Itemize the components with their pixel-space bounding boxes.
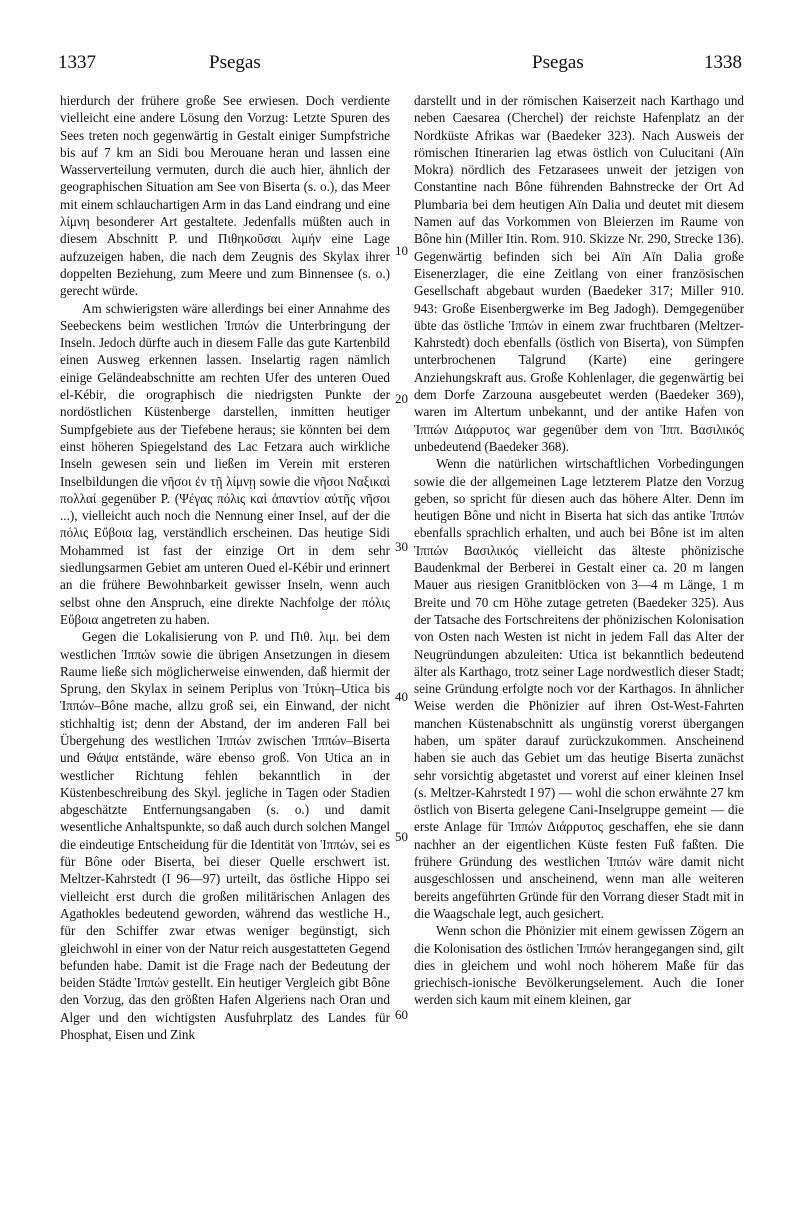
line-number-50: 50: [395, 829, 408, 844]
left-paragraph-2: Am schwierigsten wäre allerdings bei einer Annahme des Seebeckens beim westlichen Ἱππών die Unterbringung der Inseln. Jedoch dürfte auch in diesem Falle das gute Kartenbild einen Ausweg erkennen lassen. Inselartig ragen nämlich einige Geländeabschnitte am rechten Ufer des unteren Oued el-Kébir, die orographisch die niedrigsten Punkte der nordöstlichen Küstenberge darstellen, inmitten heutiger Sumpfgebiete aus der Tiefebene heraus; sie könnten bei dem einst höheren Spiegelstand des Lac Fetzara auch wirkliche Inseln gewesen sein und ließen im Verein mit ersteren Inselbildungen die νῆσοι ἐν τῇ λίμνῃ sowie die νῆσοι Ναξικαὶ πολλαί gegenüber P. (Ψέγας πόλις καὶ ἀπαντίον αὐτῆς νῆσοι ...), vielleicht auch noch die Nennung einer Insel, auf der die πόλις Εὔβοια lag, verständlich erscheinen. Das heutige Sidi Mohammed ist fast der einzige Ort in dem sehr siedlungsarmen Gebiet am unteren Oued el-Kébir und erinnert an die frühere Bewohnbarkeit gewisser Inseln, wenn auch selbst ohne den Anspruch, eine direkte Nachfolge der πόλις Εὔβοια angetreten zu haben.: [60, 300, 390, 627]
line-number-40: 40: [395, 689, 408, 704]
left-page-number: 1337: [58, 52, 96, 73]
left-running-title: Psegas: [209, 52, 261, 73]
line-number-10: 10: [395, 243, 408, 258]
page-header: [58, 52, 742, 78]
right-paragraph-3: Wenn schon die Phönizier mit einem gewissen Zögern an die Kolonisation des östlichen Ἱππών herangegangen sind, gilt dies in gleichem und wohl noch höherem Maße für das griechisch-ionische Bevölkerungselement. Auch die Ioner werden sich kaum mit einem kleinen, gar: [414, 923, 744, 1008]
right-column: [414, 92, 744, 1009]
right-page-number: 1338: [704, 52, 742, 73]
line-number-60: 60: [395, 1007, 408, 1022]
right-paragraph-1: darstellt und in der römischen Kaiserzeit nach Karthago und neben Caesarea (Cherchel) der reichste Hafenplatz an der Nordküste Afrikas war (Baedeker 323). Nach Ausweis der römischen Itinerarien lag etwas östlich von Culucitani (Aïn Mokra) nördlich des Fetzarasees unweit der jetzigen von Constantine nach Bône führenden Bahnstrecke der Ort Ad Plumbaria bei dem heutigen Aïn Dalia und deutet mit diesem Namen auf das Vorkommen von Bleierzen im Raume von Bône hin (Miller Itin. Rom. 910. Skizze Nr. 290, Strecke 136). Gegenwärtig befinden sich bei Aïn Aïn Dalia große Eisenerzlager, die eine Zeitlang von einer französischen Gesellschaft abgebaut wurden (Baedeker 317; Miller 910. 943: Große Eisenbergwerke im Beg Jadogh). Demgegenüber übte das östliche Ἱππών in einem zwar fruchtbaren (Meltzer-Kahrstedt) doch ebenfalls (östlich von Biserta), von Sümpfen unterbrochenen Talgrund (Karte) eine geringere Anziehungskraft aus. Große Kohlenlager, die gegenwärtig bei dem Dorfe Zarzouna ausgebeutet werden (Baedeker 369), waren im Altertum unbekannt, und der antike Hafen von Ἱππών Διάρρυτος war gegenüber dem von Ἱππ. Βασιλικός unbedeutend (Baedeker 368).: [414, 93, 744, 454]
left-paragraph-1: hierdurch der frühere große See erwiesen. Doch verdiente vielleicht eine andere Lösung den Vorzug: Letzte Spuren des Sees treten noch gegenwärtig in Gestalt einiger Sumpfstriche bis auf 7 km an Sidi bou Merouane heran und lassen eine Wasserverteilung vermuten, durch die auch hier, ähnlich der geographischen Situation am See von Biserta (s. o.), das Meer mit einem schlauchartigen Arm in das Land eindrang und eine λίμνη besonderer Art gestaltete. Jedenfalls müßten auch in diesem Abschnitt P. und Πιθηκοῦσαι λιμήν eine Lage aufzuzeigen haben, die nach dem Zeugnis des Skylax ihrer doppelten Beziehung, zum Meere und zum Binnensee (s. o.) gerecht würde.: [60, 93, 390, 299]
line-number-30: 30: [395, 539, 408, 554]
right-running-title: Psegas: [532, 52, 584, 73]
line-number-20: 20: [395, 391, 408, 406]
right-paragraph-2: Wenn die natürlichen wirtschaftlichen Vorbedingungen sowie die der allgemeinen Lage letzterem Platze den Vorzug geben, so spricht für diesen auch das höhere Alter. Denn im heutigen Bône und nicht in Biserta hat sich das antike Ἱππών ebenfalls sprachlich erhalten, und auch bei Bône ist im alten Ἱππών Βασιλικός vielleicht das älteste phönizische Baudenkmal der Berberei in Gestalt einer ca. 20 m langen Mauer aus riesigen Granitblöcken von 3—4 m Länge, 1 m Breite und 70 cm Höhe zutage getreten (Baedeker 325). Aus der Tatsache des Fortschreitens der phönizischen Kolonisation von Osten nach Westen ist nicht in jedem Fall das Alter der Neugründungen abzuleiten: Utica ist bekanntlich bedeutend älter als Karthago, trotz seiner Lage nordwestlich dieser Stadt; seine Gründung erfolgte noch vor der Karthagos. In ähnlicher Weise werden die Phönizier auf ihren Ost-West-Fahrten manchen Küstenabschnitt als ungünstig vorerst übergangen haben, um später darauf zurückzukommen. Anscheinend haben sie auch das Gebiet um das heutige Biserta zunächst sehr vorsichtig abgetastet und vorerst auf einer kleinen Insel (s. Meltzer-Kahrstedt I 97) — wohl die schon erwähnte 27 km östlich von Biserta gelegene Cani-Inselgruppe gemeint — die erste Anlage für Ἱππών Διάρρυτος geschaffen, ehe sie dann nachher an der eigentlichen Küste festen Fuß faßten. Die frühere Gründung des westlichen Ἱππών wäre damit nicht ausgeschlossen und anscheinend, wenn man alle weiteren bereits angeführten Gründe für den Vorrang dieser Stadt mit in die Waagschale legt, auch gesichert.: [414, 456, 744, 921]
left-paragraph-3: Gegen die Lokalisierung von P. und Πιθ. λιμ. bei dem westlichen Ἱππών sowie die übrigen Ansetzungen in diesem Raume ließe sich möglicherweise einwenden, daß hiermit der Sprung, den Skylax in seinem Periplus von Ἰτύκη–Utica bis Ἱππών–Bône mache, allzu groß sei, ein Einwand, der nicht stichhaltig ist; denn der Abstand, der im anderen Fall bei Übergehung des westlichen Ἱππών zwischen Ἱππών–Biserta und Θάψα entstände, wäre ebenso groß. Von Utica an in westlicher Richtung fehlen bekanntlich in der Küstenbeschreibung des Skyl. jegliche in Tagen oder Stadien abgeschätzte Entfernungsangaben (s. o.) und damit wesentliche Anhaltspunkte, so daß auch durch solchen Mangel die eindeutige Entscheidung für die Identität von Ἱππών, sei es für Bône oder Biserta, bei dieser Quelle erschwert ist. Meltzer-Kahrstedt (I 96—97) urteilt, das östliche Hippo sei vielleicht erst durch die großen militärischen Anlagen des Agathokles bedeutend geworden, während das westliche H., für den Schiffer zwar etwas weniger begünstigt, sich gleichwohl in einer von der Natur reich ausgestatteten Gegend befunden habe. Damit ist die Frage nach der Bedeutung der beiden Städte Ἱππών gestellt. Ein heutiger Vergleich gibt Bône den Vorzug, das den größten Hafen Algeriens nach Oran und Alger und den wichtigsten Ausfuhrplatz des Landes für Phosphat, Eisen und Zink: [60, 629, 390, 1043]
left-column: [60, 92, 390, 1043]
